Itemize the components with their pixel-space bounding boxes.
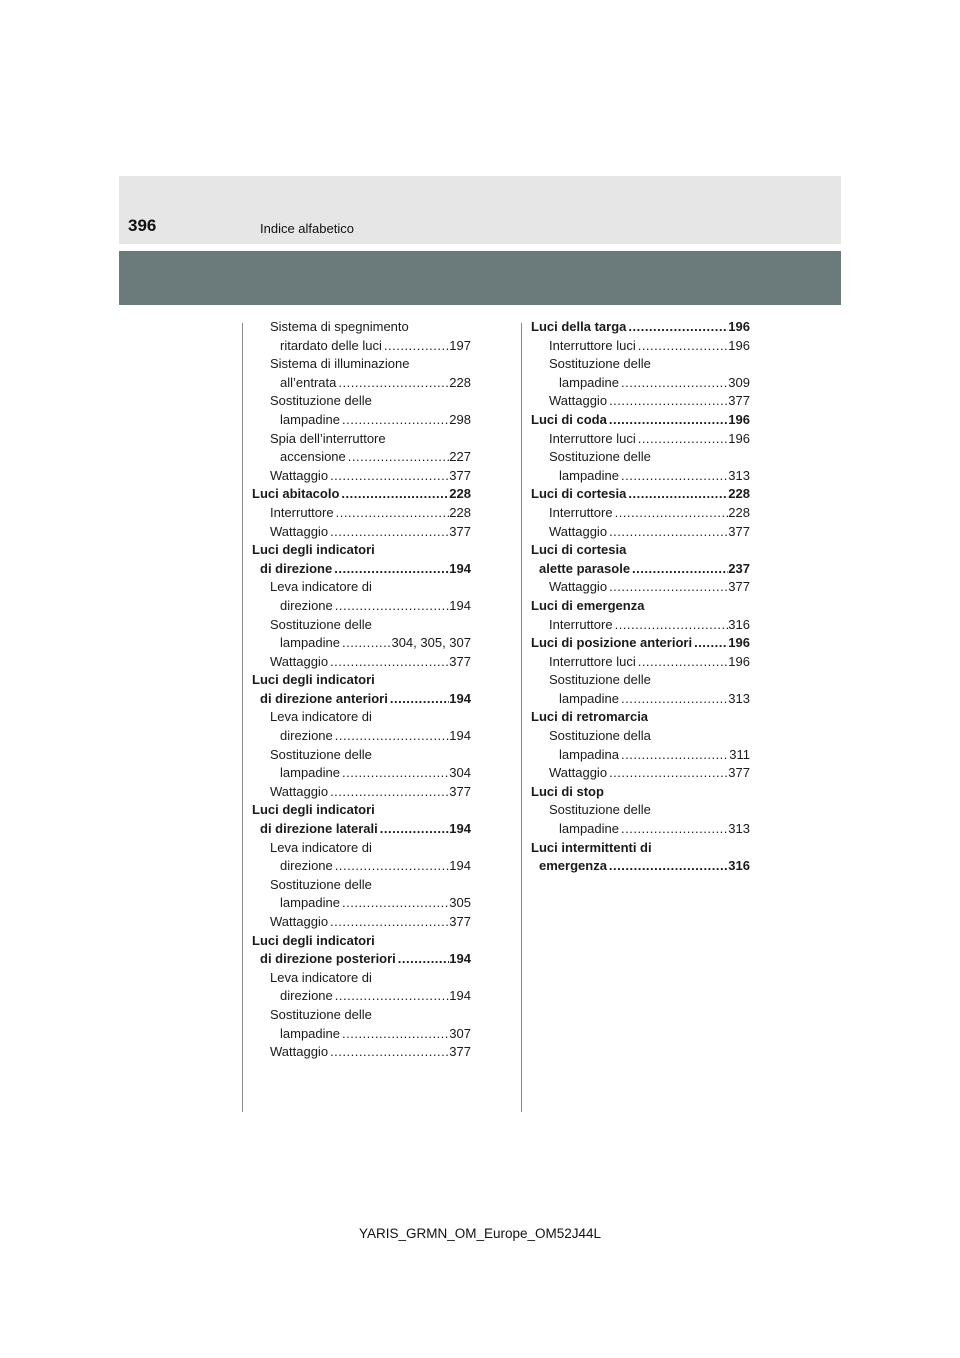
index-entry: [252, 337, 471, 356]
leader-dots: [332, 560, 449, 579]
index-entry-page[interactable]: 194: [449, 951, 471, 967]
leader-dots: [340, 1025, 449, 1044]
index-entry-label: Luci della targa: [531, 319, 627, 334]
section-title: Indice alfabetico: [260, 221, 354, 236]
index-entry-page[interactable]: 196: [728, 653, 750, 669]
leader-dots: [333, 987, 450, 1006]
index-entry-label: Sostituzione delle: [549, 356, 651, 372]
index-entry-label: Wattaggio: [549, 393, 608, 409]
index-entry-label: Interruttore: [270, 504, 334, 520]
column-divider-left: [242, 323, 243, 1112]
index-entry-label: ritardato delle luci: [280, 337, 382, 353]
column-divider-middle: [521, 323, 522, 1112]
leader-dots: [339, 485, 449, 504]
index-entry-label: Wattaggio: [270, 914, 329, 929]
index-entry: [252, 1025, 471, 1044]
index-entry-label: Luci di emergenza: [531, 597, 645, 613]
leader-dots: [340, 894, 449, 913]
index-entry-label: Luci di retromarcia: [531, 709, 649, 725]
index-entry-page[interactable]: 298: [449, 411, 471, 427]
index-entry-page[interactable]: 377: [449, 467, 471, 483]
index-entry-label: Sostituzione delle: [549, 449, 651, 465]
index-entry-page[interactable]: 228: [728, 504, 750, 520]
leader-dots: [328, 913, 449, 932]
index-entry: [252, 355, 471, 374]
index-entry-label: Wattaggio: [270, 653, 329, 669]
index-entry-label: Wattaggio: [549, 579, 608, 595]
index-column-right: [531, 318, 750, 876]
index-entry-page[interactable]: 307: [449, 1025, 471, 1041]
index-entry-label: lampadine: [559, 821, 619, 837]
page-number: 396: [128, 216, 157, 235]
index-entry: [252, 318, 471, 337]
index-entry: [252, 504, 471, 523]
leader-dots: [619, 746, 729, 765]
index-entry-page[interactable]: 196: [728, 430, 750, 446]
index-entry-label: direzione: [280, 728, 333, 744]
index-entry-label: Wattaggio: [270, 1044, 329, 1060]
index-entry-page[interactable]: 196: [728, 411, 750, 427]
index-entry: [531, 430, 750, 449]
index-entry: [531, 690, 750, 709]
index-entry-label: Leva indicatore di: [270, 579, 372, 595]
index-entry-label: direzione: [280, 988, 333, 1004]
index-entry: [531, 448, 750, 467]
index-entry-label: di direzione laterali: [260, 821, 378, 837]
index-entry-page[interactable]: 228: [449, 374, 471, 390]
index-entry-label: Luci degli indicatori: [252, 932, 375, 948]
index-entry-label: Luci degli indicatori: [252, 542, 375, 558]
index-entry: [531, 671, 750, 690]
index-entry-page[interactable]: 228: [449, 504, 471, 520]
index-entry: [252, 374, 471, 393]
leader-dots: [382, 337, 449, 356]
index-entry-label: Sostituzione delle: [549, 672, 651, 688]
document-code: YARIS_GRMN_OM_Europe_OM52J44L: [358, 1226, 602, 1241]
leader-dots: [336, 374, 449, 393]
leader-dots: [636, 430, 729, 449]
index-entry: [252, 950, 471, 969]
leader-dots: [378, 820, 450, 839]
index-entry-page[interactable]: 305: [449, 895, 471, 911]
index-entry: [531, 746, 750, 765]
leader-dots: [626, 318, 728, 337]
index-entry-label: Sostituzione delle: [270, 876, 372, 892]
index-entry-page[interactable]: 309: [728, 374, 750, 390]
leader-dots: [388, 690, 449, 709]
index-entry: [252, 634, 471, 653]
index-entry-label: direzione: [280, 597, 333, 613]
leader-dots: [334, 504, 450, 523]
index-entry: [252, 820, 471, 839]
leader-dots: [607, 764, 728, 783]
leader-dots: [630, 560, 728, 579]
index-entry-label: Luci di posizione anteriori: [531, 635, 693, 651]
index-entry-page[interactable]: 377: [728, 765, 750, 781]
index-entry-label: Wattaggio: [270, 783, 329, 799]
index-column-left: [252, 318, 471, 1062]
index-entry: [252, 411, 471, 430]
leader-dots: [636, 337, 729, 356]
index-entry-page[interactable]: 228: [449, 486, 471, 502]
index-entry-label: Sistema di illuminazione: [270, 356, 410, 372]
index-entry: [252, 746, 471, 765]
index-entry-page[interactable]: 194: [449, 690, 471, 706]
index-entry-page[interactable]: 313: [728, 821, 750, 837]
index-entry-page[interactable]: 377: [449, 914, 471, 929]
leader-dots: [340, 764, 449, 783]
index-entry-page[interactable]: 196: [728, 635, 750, 651]
index-entry: [531, 597, 750, 616]
index-entry-label: Sostituzione delle: [549, 802, 651, 818]
index-entry-label: Interruttore luci: [549, 653, 636, 669]
index-entry-page[interactable]: 194: [449, 597, 471, 613]
index-entry-page[interactable]: 316: [728, 616, 750, 632]
index-entry: [252, 523, 471, 542]
index-entry: [252, 801, 471, 820]
index-entry-label: lampadine: [559, 467, 619, 483]
index-entry-label: Spia dell’interruttore: [270, 430, 386, 446]
index-entry-page[interactable]: 194: [449, 858, 471, 874]
index-entry: [252, 467, 471, 486]
index-entry-label: Luci intermittenti di: [531, 839, 652, 855]
index-entry-page[interactable]: 196: [728, 319, 750, 334]
index-entry: [531, 653, 750, 672]
leader-dots: [607, 411, 728, 430]
index-entry-page[interactable]: 227: [449, 449, 471, 465]
index-entry: [531, 392, 750, 411]
index-entry-page[interactable]: 377: [728, 523, 750, 539]
index-entry-label: Leva indicatore di: [270, 969, 372, 985]
leader-dots: [626, 485, 728, 504]
index-entry-label: Wattaggio: [270, 523, 329, 539]
index-entry-page[interactable]: 194: [449, 988, 471, 1004]
index-entry: [252, 690, 471, 709]
index-entry: [531, 801, 750, 820]
index-entry-page[interactable]: 311: [729, 746, 750, 762]
index-entry-label: Sostituzione delle: [270, 1006, 372, 1022]
index-entry: [531, 578, 750, 597]
index-entry: [531, 634, 750, 653]
index-entry-label: lampadine: [280, 765, 340, 781]
index-entry-page[interactable]: 304: [449, 765, 471, 781]
leader-dots: [613, 504, 729, 523]
index-entry-page[interactable]: 377: [449, 523, 471, 539]
index-entry-label: Leva indicatore di: [270, 839, 372, 855]
leader-dots: [619, 467, 728, 486]
index-entry: [252, 987, 471, 1006]
leader-dots: [607, 857, 728, 876]
index-entry-label: Wattaggio: [549, 523, 608, 539]
leader-dots: [613, 616, 729, 635]
index-entry: [531, 820, 750, 839]
index-entry: [252, 894, 471, 913]
index-entry-label: Luci abitacolo: [252, 486, 340, 502]
index-entry-page[interactable]: 377: [728, 579, 750, 595]
index-entry-label: Sostituzione delle: [270, 393, 372, 409]
index-entry: [252, 839, 471, 858]
index-entry: [252, 578, 471, 597]
leader-dots: [340, 634, 391, 653]
index-entry: [252, 560, 471, 579]
leader-dots: [636, 653, 729, 672]
index-entry-label: Leva indicatore di: [270, 709, 372, 725]
index-entry: [252, 727, 471, 746]
index-entry-label: Interruttore: [549, 504, 613, 520]
index-entry-page[interactable]: 194: [449, 821, 471, 837]
header-dark-band: [119, 251, 841, 305]
index-entry-label: lampadine: [280, 1025, 340, 1041]
index-entry-page[interactable]: 313: [728, 467, 750, 483]
index-entry: [252, 932, 471, 951]
index-entry: [252, 653, 471, 672]
index-entry-page[interactable]: 194: [449, 728, 471, 744]
index-entry-page[interactable]: 196: [728, 337, 750, 353]
index-entry: [252, 392, 471, 411]
index-entry-label: lampadine: [280, 411, 340, 427]
leader-dots: [333, 727, 450, 746]
leader-dots: [619, 374, 728, 393]
index-entry: [531, 560, 750, 579]
index-entry: [252, 485, 471, 504]
index-entry: [531, 839, 750, 858]
index-entry: [252, 671, 471, 690]
index-entry: [252, 764, 471, 783]
index-entry-label: lampadine: [559, 374, 619, 390]
index-entry-label: Sistema di spegnimento: [270, 319, 409, 334]
index-entry-page[interactable]: 377: [728, 393, 750, 409]
leader-dots: [333, 597, 450, 616]
index-entry-label: Luci di cortesia: [531, 486, 627, 502]
index-entry: [531, 616, 750, 635]
index-entry-label: Wattaggio: [549, 765, 608, 781]
index-entry-label: lampadine: [280, 895, 340, 911]
index-entry: [531, 318, 750, 337]
leader-dots: [396, 950, 450, 969]
index-entry-label: alette parasole: [539, 560, 631, 576]
index-entry: [252, 616, 471, 635]
index-entry-label: direzione: [280, 858, 333, 874]
index-entry-label: lampadine: [280, 635, 340, 651]
index-entry: [252, 597, 471, 616]
index-entry-label: lampadine: [559, 690, 619, 706]
index-entry-label: Sostituzione della: [549, 728, 651, 744]
index-entry: [252, 913, 471, 932]
index-entry: [531, 764, 750, 783]
leader-dots: [333, 857, 450, 876]
index-entry: [531, 708, 750, 727]
index-entry-label: di direzione: [260, 560, 333, 576]
index-entry: [531, 523, 750, 542]
index-entry: [531, 411, 750, 430]
leader-dots: [328, 783, 449, 802]
leader-dots: [607, 578, 728, 597]
index-entry-page[interactable]: 316: [728, 858, 750, 874]
index-entry-label: Interruttore luci: [549, 430, 636, 446]
leader-dots: [328, 467, 449, 486]
index-entry: [531, 355, 750, 374]
index-entry-page[interactable]: 313: [728, 690, 750, 706]
index-entry: [252, 448, 471, 467]
index-entry: [252, 876, 471, 895]
index-entry: [531, 727, 750, 746]
leader-dots: [328, 1043, 449, 1062]
index-entry-label: Wattaggio: [270, 467, 329, 483]
index-entry-label: Luci di stop: [531, 783, 604, 799]
index-entry: [531, 337, 750, 356]
index-entry: [252, 1043, 471, 1062]
leader-dots: [607, 392, 728, 411]
index-entry-page[interactable]: 304, 305, 307: [391, 635, 471, 651]
index-entry-label: Luci di coda: [531, 411, 607, 427]
index-entry-label: Luci di cortesia: [531, 542, 627, 558]
index-entry: [252, 708, 471, 727]
index-entry: [531, 783, 750, 802]
index-entry: [252, 969, 471, 988]
index-entry: [531, 857, 750, 876]
index-entry: [252, 430, 471, 449]
index-entry-page[interactable]: 377: [449, 1044, 471, 1060]
leader-dots: [340, 411, 449, 430]
leader-dots: [346, 448, 450, 467]
index-entry-label: all’entrata: [280, 374, 337, 390]
leader-dots: [607, 523, 728, 542]
leader-dots: [619, 690, 728, 709]
index-entry-page[interactable]: 377: [449, 653, 471, 669]
index-entry-label: emergenza: [539, 858, 607, 874]
header-band: [119, 176, 841, 244]
index-entry-label: Sostituzione delle: [270, 616, 372, 632]
index-entry-label: Luci degli indicatori: [252, 672, 375, 688]
leader-dots: [328, 523, 449, 542]
index-entry: [252, 541, 471, 560]
leader-dots: [619, 820, 728, 839]
index-entry-page[interactable]: 377: [449, 783, 471, 799]
leader-dots: [692, 634, 728, 653]
index-entry: [531, 504, 750, 523]
index-entry: [531, 485, 750, 504]
index-entry: [531, 467, 750, 486]
index-entry-page[interactable]: 237: [728, 560, 750, 576]
index-entry: [252, 1006, 471, 1025]
index-entry-page[interactable]: 194: [449, 560, 471, 576]
index-entry-label: Luci degli indicatori: [252, 802, 375, 818]
index-entry-label: lampadina: [559, 746, 619, 762]
index-entry-page[interactable]: 197: [449, 337, 471, 353]
index-entry-label: accensione: [280, 449, 346, 465]
index-entry: [531, 541, 750, 560]
index-entry-label: Sostituzione delle: [270, 746, 372, 762]
leader-dots: [328, 653, 449, 672]
index-entry-label: di direzione anteriori: [260, 690, 388, 706]
index-entry-label: Interruttore luci: [549, 337, 636, 353]
index-entry-page[interactable]: 228: [728, 486, 750, 502]
index-entry-label: di direzione posteriori: [260, 951, 396, 967]
index-entry-label: Interruttore: [549, 616, 613, 632]
index-entry: [252, 857, 471, 876]
index-entry: [531, 374, 750, 393]
index-entry: [252, 783, 471, 802]
